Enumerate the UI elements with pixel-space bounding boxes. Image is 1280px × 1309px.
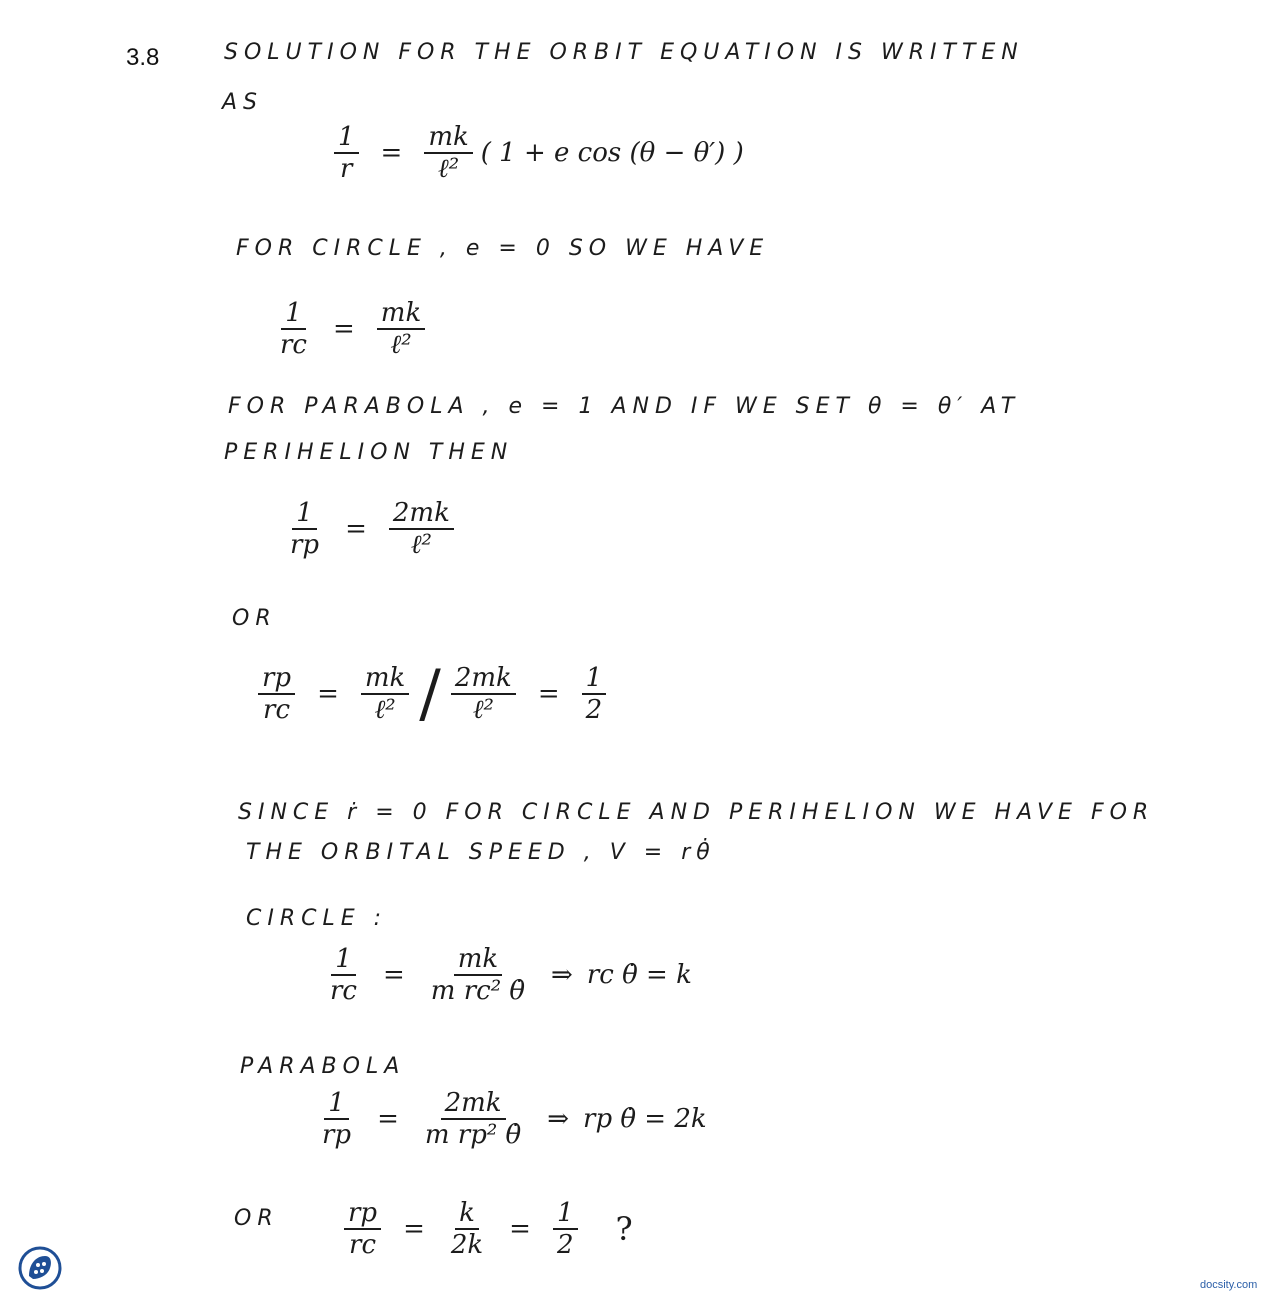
orbit-eq-rhs-num: mk: [424, 122, 472, 154]
final-eq-result-den: 2: [556, 1230, 574, 1260]
circle-eq-rhs-den: ℓ²: [390, 330, 412, 360]
circle-speed-lhs-num: 1: [331, 944, 356, 976]
division-slash: /: [419, 657, 441, 731]
ratio-eq-lhs-num: rp: [258, 663, 295, 695]
equals-sign: =: [380, 138, 403, 168]
circle-eq-rhs: [377, 298, 425, 360]
or-label-1: OR: [232, 606, 277, 631]
ratio-eq-result: [582, 663, 607, 725]
orbit-eq-rhs: [424, 122, 472, 184]
parabola-speed-rhs: [421, 1088, 525, 1150]
orbit-eq-tail: ( 1 + e cos (θ − θ′) ): [480, 138, 744, 168]
parabola-eq-lhs-den: rp: [290, 530, 320, 560]
circle-speed-lhs: [326, 944, 361, 1006]
equals-sign: =: [333, 314, 355, 344]
final-eq-mid: [447, 1198, 487, 1260]
equals-sign: =: [345, 514, 367, 544]
equals-sign: =: [403, 1214, 425, 1244]
orbit-eq-lhs: [334, 122, 359, 184]
circle-speed-rhs-num: mk: [454, 944, 502, 976]
parabola-speed-lhs: [318, 1088, 355, 1150]
final-eq-lhs-num: rp: [344, 1198, 381, 1230]
orbit-eq-lhs-num: 1: [334, 122, 359, 154]
circle-speed-lhs-den: rc: [330, 976, 357, 1006]
parabola-text-line-1: FOR PARABOLA , e = 1 AND IF WE SET θ = θ′ AT: [228, 394, 1021, 419]
parabola-eq-rhs: [389, 498, 454, 560]
parabola-speed-lhs-den: rp: [322, 1120, 352, 1150]
circle-label: CIRCLE :: [246, 906, 388, 931]
ratio-eq-result-num: 1: [582, 663, 607, 695]
ratio-eq-mid-a-num: mk: [361, 663, 409, 695]
ratio-eq-mid-b-num: 2mk: [451, 663, 516, 695]
circle-speed-rhs: [427, 944, 529, 1006]
final-eq-mid-num: k: [455, 1198, 479, 1230]
equals-sign: =: [383, 960, 405, 990]
equals-sign: =: [537, 679, 560, 709]
parabola-speed-equation: [310, 1088, 707, 1150]
equals-sign: =: [377, 1104, 399, 1134]
ratio-eq-mid-b: [451, 663, 516, 725]
orbit-eq-rhs-den: ℓ²: [437, 154, 460, 184]
parabola-text-line-2: PERIHELION THEN: [224, 440, 514, 465]
ratio-eq-mid-b-den: ℓ²: [472, 695, 494, 725]
ratio-eq-lhs: [258, 663, 295, 725]
final-eq-lhs: [344, 1198, 381, 1260]
parabola-speed-rhs-den: m rp² θ̇: [424, 1120, 522, 1150]
ratio-eq-lhs-den: rc: [263, 695, 291, 725]
parabola-speed-rhs-num: 2mk: [441, 1088, 506, 1120]
docsity-logo-icon[interactable]: [18, 1246, 62, 1290]
since-line-2: THE ORBITAL SPEED , V = rθ̇: [246, 840, 716, 865]
circle-speed-equation: [318, 944, 692, 1006]
parabola-eq-rhs-den: ℓ²: [410, 530, 432, 560]
question-mark: ?: [615, 1210, 633, 1248]
final-equation: [336, 1198, 633, 1260]
parabola-speed-result: rp θ̇ = 2k: [583, 1104, 707, 1134]
final-eq-result: [553, 1198, 578, 1260]
parabola-eq-rhs-num: 2mk: [389, 498, 454, 530]
intro-line-1: SOLUTION FOR THE ORBIT EQUATION IS WRITTEN: [224, 40, 1024, 65]
since-line-1: SINCE ṙ = 0 FOR CIRCLE AND PERIHELION WE HAVE FOR: [238, 800, 1155, 825]
circle-speed-rhs-den: m rc² θ̇: [430, 976, 526, 1006]
intro-line-2: AS: [222, 90, 264, 115]
circle-equation: [268, 298, 433, 360]
equals-sign: =: [317, 679, 339, 709]
circle-speed-result: rc θ̇ = k: [586, 960, 692, 990]
final-eq-mid-den: 2k: [450, 1230, 484, 1260]
ratio-eq-mid-a-den: ℓ²: [374, 695, 396, 725]
orbit-eq-lhs-den: r: [340, 154, 353, 184]
docsity-watermark[interactable]: docsity.com: [1200, 1279, 1258, 1291]
or-label-2: OR: [234, 1206, 279, 1231]
parabola-equation: [278, 498, 462, 560]
parabola-eq-lhs: [286, 498, 323, 560]
circle-eq-lhs-num: 1: [281, 298, 306, 330]
parabola-eq-lhs-num: 1: [292, 498, 317, 530]
final-eq-lhs-den: rc: [349, 1230, 377, 1260]
ratio-equation: [250, 657, 614, 731]
ratio-eq-mid-a: [361, 663, 409, 725]
circle-eq-lhs: [276, 298, 311, 360]
equals-sign: =: [509, 1214, 531, 1244]
circle-text: FOR CIRCLE , e = 0 SO WE HAVE: [236, 236, 770, 261]
ratio-eq-result-den: 2: [585, 695, 603, 725]
orbit-equation: [326, 122, 744, 184]
parabola-speed-lhs-num: 1: [324, 1088, 349, 1120]
implies-arrow: ⇒: [547, 1104, 570, 1134]
problem-number: 3.8: [126, 44, 160, 71]
implies-arrow: ⇒: [551, 960, 573, 990]
parabola-label: PARABOLA: [240, 1054, 406, 1079]
circle-eq-lhs-den: rc: [280, 330, 307, 360]
final-eq-result-num: 1: [553, 1198, 578, 1230]
circle-eq-rhs-num: mk: [377, 298, 425, 330]
